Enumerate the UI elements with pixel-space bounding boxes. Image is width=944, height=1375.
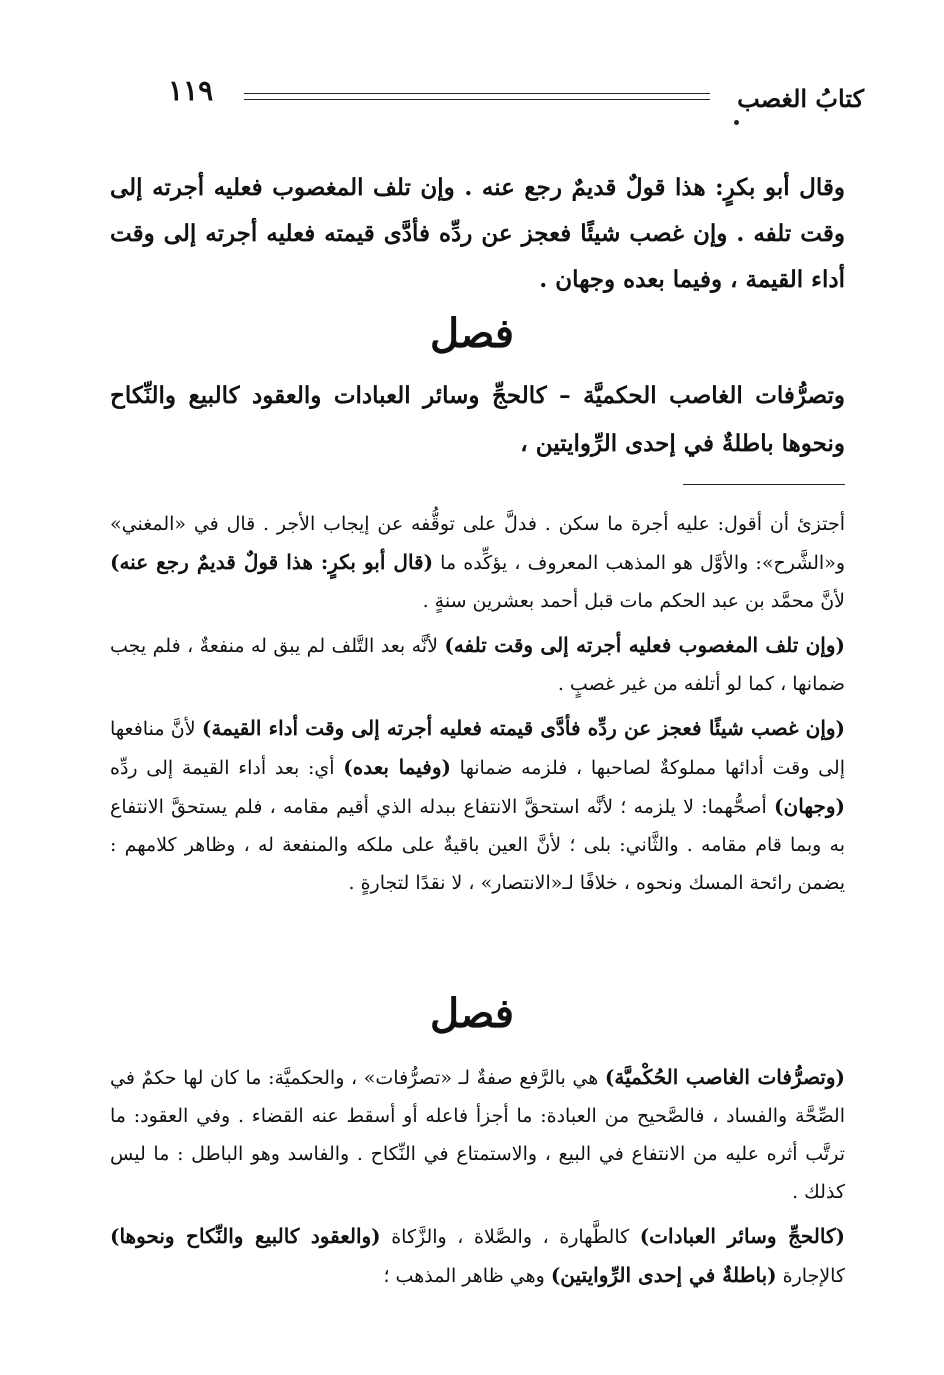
chapter-text: وتصرُّفات الغاصب الحكميَّة – كالحجِّ وسائر العبادات والعقود كالبيع والنِّكاح ونحوها باطلةٌ في إحدى الرِّوايتين ، [110, 382, 845, 457]
page-header [0, 72, 944, 122]
quoted-matn-text: (قال أبو بكرٍ: هذا قولٌ قديمٌ رجع عنه) [110, 550, 434, 574]
commentary-text: كالطَّهارة ، والصَّلاة ، والزَّكاة [380, 1226, 640, 1248]
commentary-text: أصحُّهما: لا يلزمه ؛ لأنَّه استحقَّ الانتفاع ببدله الذي أقيم مقامه ، فلم يستحقَّ الانتفاع به وبما قام مقامه . والثَّاني: بلى ؛ لأنَّ العين باقيةٌ على ملكه والمنفعة له ، وظاهر كلامهم : يضمن رائحة المسك ونحوه ، خلافًا لـ«الانتصار» ، لا نقدًا لتجارةٍ . [110, 796, 845, 894]
quoted-matn-text: (كالحجِّ وسائر العبادات) [639, 1224, 845, 1248]
commentary-text: كالإجارة [776, 1265, 845, 1287]
section-heading: فصل [429, 310, 515, 357]
quoted-matn-text: (وإن غصب شيئًا فعجز عن ردِّه فأدَّى قيمته فعليه أجرته إلى وقت أداء القيمة) [201, 716, 845, 740]
main-text: وقال أبو بكرٍ: هذا قولٌ قديمٌ رجع عنه . وإن تلف المغصوب فعليه أجرته إلى وقت تلفه . وإن غصب شيئًا فعجز عن ردِّه فأدَّى قيمته فعليه أجرته إلى وقت أداء القيمة ، وفيما بعده وجهان . [110, 174, 845, 293]
quoted-matn-text: (وتصرُّفات الغاصب الحُكْميَّة) [604, 1065, 845, 1089]
commentary-paragraph [110, 709, 845, 902]
commentary-text: لأنَّه بعد التَّلف لم يبق له منفعةٌ ، فلم يجب ضمانها ، كما لو أتلفه من غير غصبٍ . [110, 635, 845, 695]
commentary-paragraph [110, 626, 845, 703]
book-title: كتابُ الغصب [737, 84, 864, 113]
page-number: ١١٩ [168, 74, 214, 107]
quoted-matn-text: (باطلةٌ في إحدى الرِّوايتين) [550, 1263, 777, 1287]
commentary-text: وهي ظاهر المذهب ؛ [383, 1265, 551, 1287]
quoted-matn-text: (وجهان) [774, 794, 845, 818]
quoted-matn-text: (وفيما بعده) [343, 755, 451, 779]
quoted-matn-text: (وإن تلف المغصوب فعليه أجرته إلى وقت تلفه) [444, 633, 845, 657]
footnote-separator [683, 484, 845, 485]
commentary-block [110, 505, 845, 908]
commentary-text: أجتزئ أن أقول: عليه أجرة ما سكن . فدلَّ على توقُّفه عن إيجاب الأجر . قال في «المغني» و«الشَّرح»: والأوَّل هو المذهب المعروف ، يؤكِّده ما [110, 513, 846, 574]
section-heading: فصل [429, 990, 515, 1037]
commentary-text: هي بالرَّفع صفةٌ لـ «تصرُّفات» ، والحكميَّة: ما كان لها حكمٌ في الصِّحَّة والفساد ، فالصَّحيح من العبادة: ما أجزأ فاعله أو أسقط عنه القضاء . وفي العقود: ما ترتَّب أثره عليه من الانتفاع في البيع ، والاستمتاع في النِّكاح . والفاسد وهو الباطل : ما ليس كذلك . [110, 1067, 845, 1203]
commentary-text: أي: بعد أداء القيمة إلى ردِّه [110, 757, 344, 779]
commentary-paragraph [110, 505, 845, 620]
header-rule [244, 99, 710, 100]
header-dot [734, 120, 739, 125]
header-rule [244, 93, 710, 94]
commentary-block [110, 1058, 845, 1301]
quoted-matn-text: (والعقود كالبيع والنِّكاح ونحوها) [110, 1224, 381, 1248]
commentary-paragraph [110, 1058, 845, 1211]
commentary-paragraph [110, 1217, 845, 1295]
commentary-text: لأنَّ محمَّد بن عبد الحكم مات قبل أحمد بعشرين سنةٍ . [422, 590, 845, 612]
commentary-text: لأنَّ منافعها إلى وقت أدائها مملوكةٌ لصاحبها ، فلزمه ضمانها [110, 718, 845, 779]
